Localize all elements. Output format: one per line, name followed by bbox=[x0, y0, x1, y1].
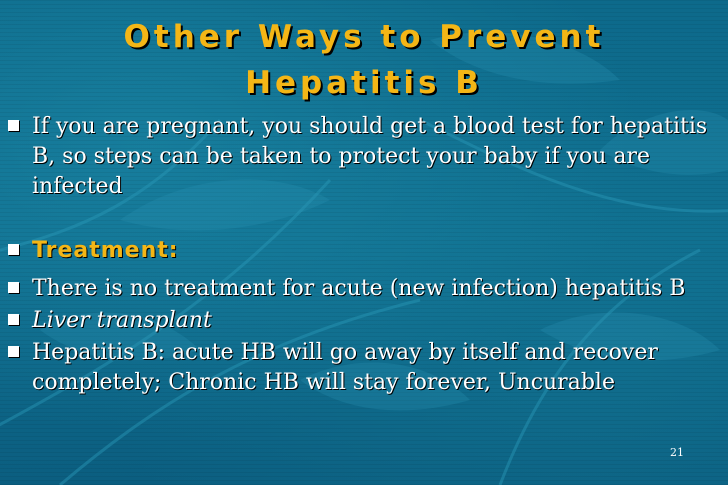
bullet-text: Liver transplant bbox=[32, 308, 212, 333]
slide-title-line-1: Other Ways to Prevent bbox=[123, 19, 605, 55]
bullet-item-liver-transplant bbox=[8, 306, 720, 336]
bullet-text: If you are pregnant, you should get a blood test for hepatitis B, so steps can be taken to protect your baby if you are infected bbox=[32, 114, 708, 199]
square-bullet-icon bbox=[8, 120, 19, 131]
bullet-item-treatment-heading bbox=[8, 236, 720, 266]
bullet-text: Hepatitis B: acute HB will go away by itself and recover completely; Chronic HB will stay forever, Uncurable bbox=[32, 340, 658, 395]
bullet-list bbox=[8, 112, 720, 398]
slide-page-number: 21 bbox=[670, 446, 684, 459]
square-bullet-icon bbox=[8, 244, 19, 255]
slide-title-line-2: Hepatitis B bbox=[245, 65, 483, 101]
bullet-item-pregnancy bbox=[8, 112, 720, 202]
square-bullet-icon bbox=[8, 314, 19, 325]
bullet-item-no-treatment bbox=[8, 274, 720, 304]
bullet-item-acute-chronic bbox=[8, 338, 720, 398]
square-bullet-icon bbox=[8, 282, 19, 293]
treatment-heading: Treatment: bbox=[32, 238, 179, 263]
bullet-text: There is no treatment for acute (new infection) hepatitis B bbox=[32, 276, 686, 301]
square-bullet-icon bbox=[8, 346, 19, 357]
slide-title bbox=[0, 14, 728, 106]
